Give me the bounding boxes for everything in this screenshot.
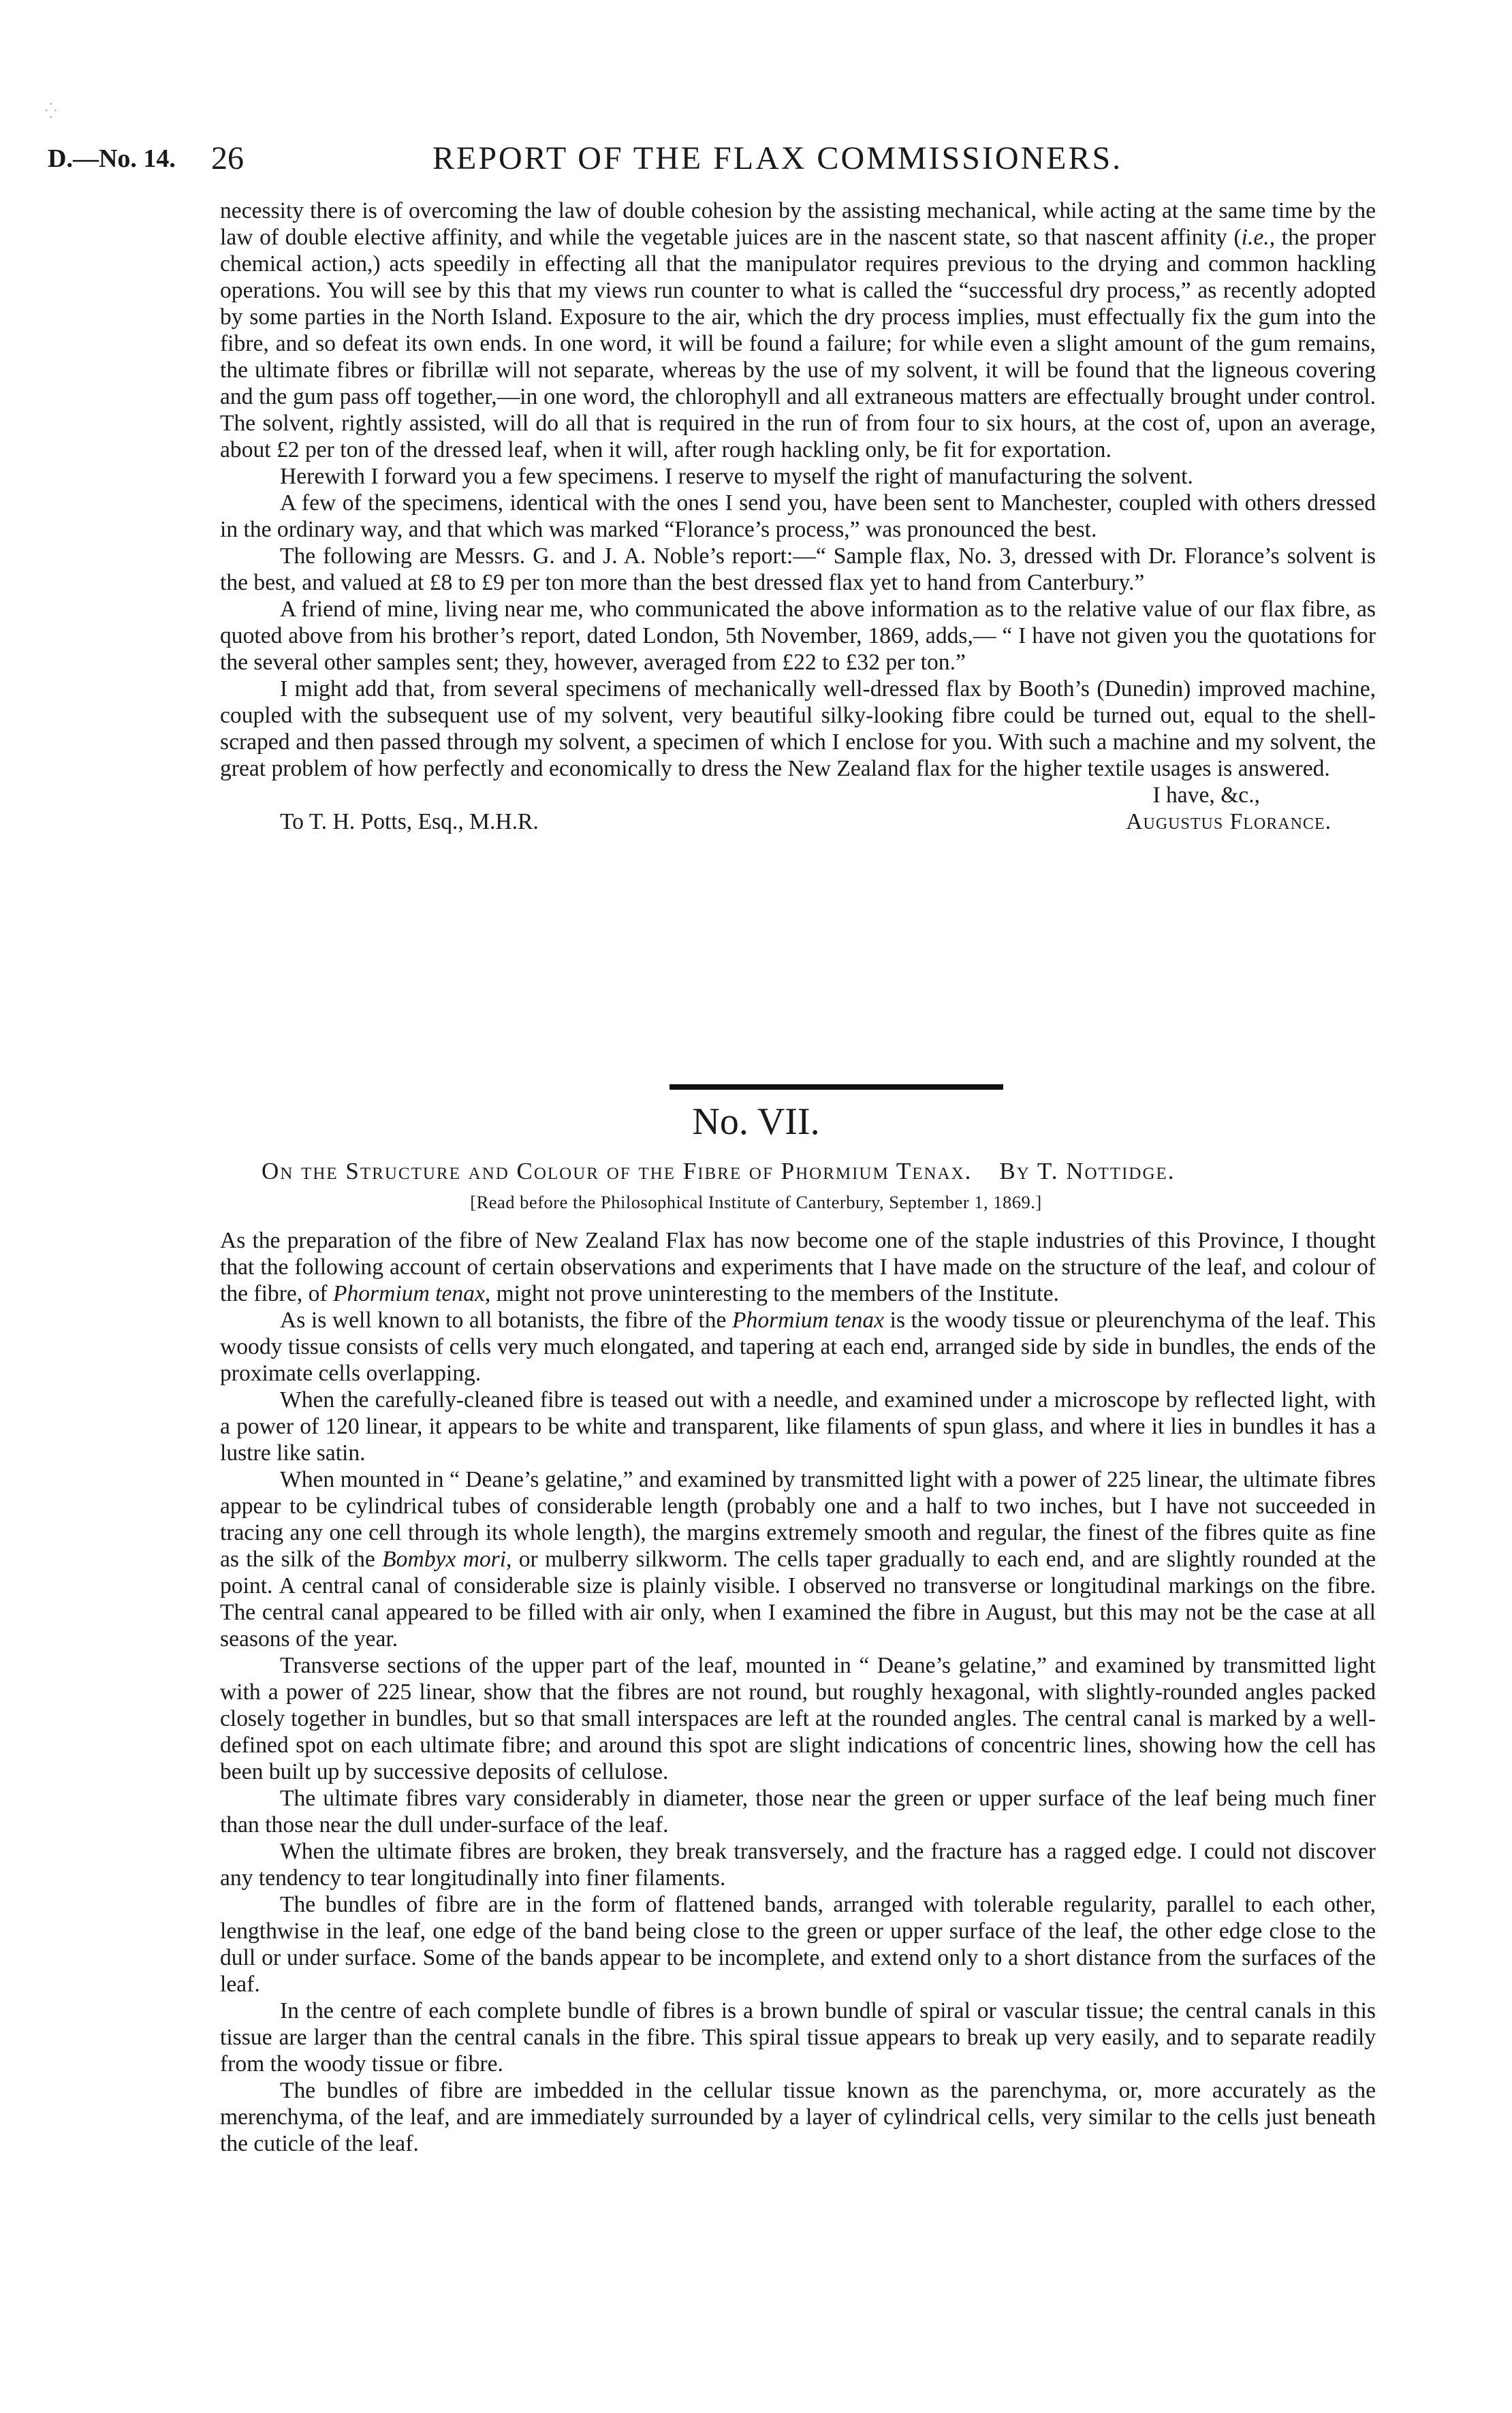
signature: Augustus Florance. [1126,809,1332,834]
letter-paragraph-6: I might add that, from several specimens of mechanically well-dressed flax by Booth’s (Dunedin) improved machine, coupled with the subsequent use of my solvent, very beautiful silky-looking fibre could be turned out, equal to the shell-scraped and then passed through my solvent, a specimen of which I enclose for you. With such a machine and my solvent, the great problem of how perfectly and economically to dress the New Zealand flax for the higher textile usages is answered. [220,676,1376,781]
letter-paragraph-1: necessity there is of overcoming the law of double cohesion by the assisting mechanical, while acting at the same time by the law of double elective affinity, and while the vegetable juices are in the nascent state, so that nascent affinity (i.e., the proper chemical action,) acts speedily in effecting all that the manipulator requires previous to the drying and common hackling operations. You will see by this that my views run counter to what is called the “successful dry process,” as recently adopted by some parties in the North Island. Exposure to the air, which the dry process implies, must effectually fix the gum into the fibre, and so defeat its own ends. In one word, it will be found a failure; for while even a slight amount of the gum remains, the ultimate fibres or fibrillæ will not separate, whereas by the use of my solvent, it will be found that the ligneous covering and the gum pass off together,—in one word, the chlorophyll and all extraneous matters are effectually brought under control. The solvent, rightly assisted, will do all that is required in the run of from four to six hours, at the cost of, upon an average, about £2 per ton of the dressed leaf, when it will, after rough hackling only, be fit for exportation. [220,198,1376,462]
section-subtitle [262,1158,1176,1185]
ink-blot-decoration: ⁛ [45,102,57,119]
letter-paragraph-3: A few of the specimens, identical with the ones I send you, have been sent to Manchester, coupled with others dressed in the ordinary way, and that which was marked “Florance’s process,” was pronounced the best. [220,490,1376,542]
article-paragraph-5: Transverse sections of the upper part of the leaf, mounted in “ Deane’s gelatine,” and examined by transmitted light with a power of 225 linear, show that the fibres are not round, but roughly hexagonal, with slightly-rounded angles packed closely together in bundles, but so that small interspaces are left at the rounded angles. The central canal is marked by a well-defined spot on each ultimate fibre; and around this spot are slight indications of concentric lines, showing how the cell has been built up by successive deposits of cellulose. [220,1653,1376,1784]
letter-signature-line [220,808,1376,835]
letter-paragraph-2: Herewith I forward you a few specimens. I reserve to myself the right of manufacturing the solvent. [280,464,1193,489]
article-paragraph-1: As the preparation of the fibre of New Zealand Flax has now become one of the staple industries of this Province, I thought that the following account of certain observations and experiments that I have made on the structure of the leaf, and colour of the fibre, of Phormium tenax, might not prove uninteresting to the members of the Institute. [220,1228,1376,1306]
page-number: 26 [211,140,244,176]
italic-ie: i.e. [1241,225,1270,250]
read-note: [Read before the Philosophical Institute of Canterbury, September 1, 1869.] [470,1192,1042,1212]
article-paragraph-10: The bundles of fibre are imbedded in the cellular tissue known as the parenchyma, or, more accurately as the merenchyma, of the leaf, and are immediately surrounded by a layer of cylindrical cells, very similar to the cells just beneath the cuticle of the leaf. [220,2078,1376,2156]
article-paragraph-6: The ultimate fibres vary considerably in diameter, those near the green or upper surface of the leaf being much finer than those near the dull under-surface of the leaf. [220,1786,1376,1838]
addressee: To T. H. Potts, Esq., M.H.R. [280,809,539,834]
document-reference: D.—No. 14. [48,144,176,173]
article-paragraph-4: When mounted in “ Deane’s gelatine,” and examined by transmitted light with a power of 225 linear, the ultimate fibres appear to be cylindrical tubes of considerable length (probably one and a half to two inches, but I have not succeeded in tracing any one cell through its whole length), the margins extremely smooth and regular, the finest of the fibres quite as fine as the silk of the Bombyx mori, or mulberry silkworm. The cells taper gradually to each end, and are slightly rounded at the point. A central canal of considerable size is plainly visible. I observed no transverse or longitudinal markings on the fibre. The central canal appeared to be filled with air only, when I examined the fibre in August, but this may not be the case at all seasons of the year. [220,1467,1376,1652]
letter-paragraph-4: The following are Messrs. G. and J. A. Noble’s report:—“ Sample flax, No. 3, dressed with Dr. Florance’s solvent is the best, and valued at £8 to £9 per ton more than the best dressed flax yet to hand from Canterbury.” [220,543,1376,595]
article-paragraph-8: The bundles of fibre are in the form of flattened bands, arranged with tolerable regularity, parallel to each other, lengthwise in the leaf, one edge of the band being close to the green or upper surface of the leaf, the other edge close to the dull or under surface. Some of the bands appear to be incomplete, and extend only to a short distance from the surfaces of the leaf. [220,1892,1376,1997]
letter-text [220,198,1376,835]
page-header [48,140,1444,187]
article-author: By T. Nottidge. [999,1158,1176,1184]
letter-paragraph-5: A friend of mine, living near me, who communicated the above information as to the relative value of our flax fibre, as quoted above from his brother’s report, dated London, 5th November, 1869, adds,— “ I have not given you the quotations for the several other samples sent; they, however, averaged from £22 to £32 per ton.” [220,597,1376,675]
letter-closing: I have, &c., [1152,783,1260,808]
section-heading: No. VII. [692,1101,820,1143]
article-title: On the Structure and Colour of the Fibre of Phormium Tenax. [262,1158,973,1184]
article-paragraph-3: When the carefully-cleaned fibre is teased out with a needle, and examined under a microscope by reflected light, with a power of 120 linear, it appears to be white and transparent, like filaments of spun glass, and where it lies in bundles it has a lustre like satin. [220,1387,1376,1466]
running-title: REPORT OF THE FLAX COMMISSIONERS. [432,140,1123,176]
article-paragraph-7: When the ultimate fibres are broken, they break transversely, and the fracture has a ragged edge. I could not discover any tendency to tear longitudinally into finer filaments. [220,1839,1376,1891]
article-paragraph-2: As is well known to all botanists, the fibre of the Phormium tenax is the woody tissue or pleurenchyma of the leaf. This woody tissue consists of cells very much elongated, and tapering at each end, arranged side by side in bundles, the ends of the proximate cells overlapping. [220,1308,1376,1386]
article-paragraph-9: In the centre of each complete bundle of fibres is a brown bundle of spiral or vascular tissue; the central canals in this tissue are larger than the central canals in the fibre. This spiral tissue appears to break up very easily, and to separate readily from the woody tissue or fibre. [220,1998,1376,2077]
article-text [220,1227,1376,2157]
section-divider-rule [670,1084,1003,1090]
